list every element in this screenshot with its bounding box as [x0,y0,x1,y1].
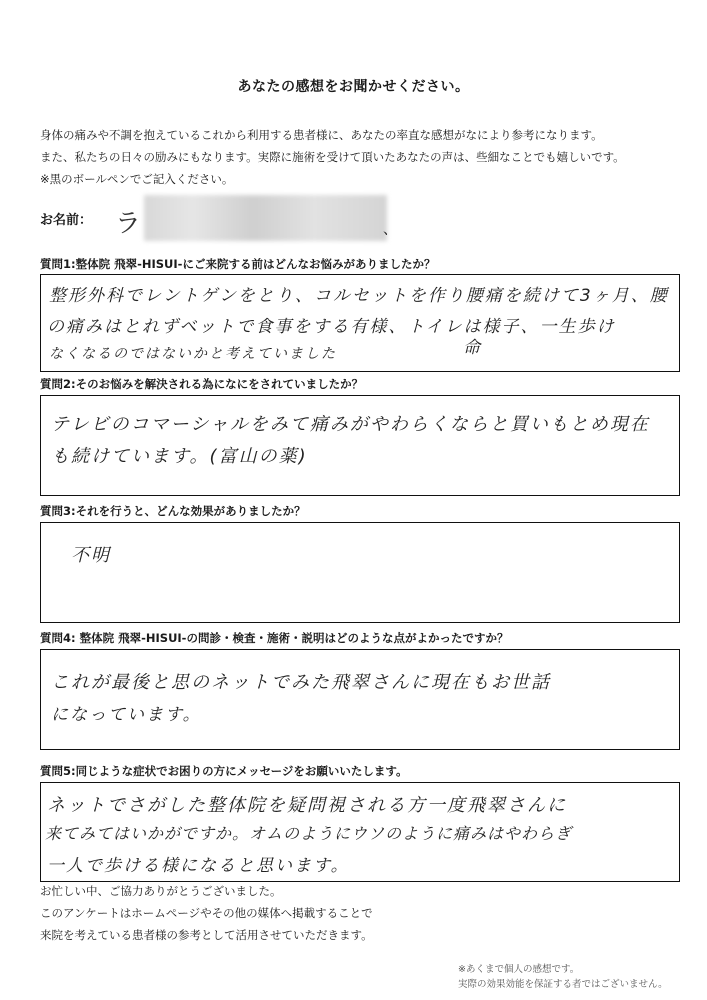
answer-line: 整形外科でレントゲンをとり、コルセットを作り腰痛を続けて3ヶ月、腰 [49,286,669,306]
footer-text [40,880,373,946]
intro-text [40,124,680,190]
question-4-label: 質問4: 整体院 飛翠-HISUI-の問診・検査・施術・説明はどのような点がよかったですか？ [40,631,509,645]
intro-line: また、私たちの日々の励みにもなります。実際に施術を受けて頂いたあなたの声は、些細なことでも嬉しいです。 [40,150,625,164]
name-label: お名前： [40,213,93,228]
answer-line: 不明 [71,545,111,566]
answer-line: の痛みはとれずベットで食事をする有様、トイレは様子、一生歩け [47,317,616,337]
name-handwritten-first-char: ラ [115,209,142,239]
disclaimer-note [458,962,668,992]
answer-line: 一人で歩ける様になると思います。 [47,856,350,876]
answer-line: テレビのコマーシャルをみて痛みがやわらくならと買いもとめ現在 [51,414,650,435]
footer-line: このアンケートはホームページやその他の媒体へ掲載することで [40,906,373,920]
disclaimer-line: 実際の効果効能を保証する者ではございません。 [458,979,668,990]
question-1-answer-box [40,274,680,372]
page-title: あなたの感想をお聞かせください。 [237,79,470,95]
question-5-answer-box [40,782,680,882]
answer-line: になっています。 [51,705,202,725]
question-2-answer-box [40,395,680,496]
answer-line: なくなるのではないかと考えていました [49,346,337,362]
intro-line: 身体の痛みや不調を抱えているこれから利用する患者様に、あなたの率直な感想がなにより参考になります。 [40,128,603,142]
question-3-answer-box [40,522,680,623]
name-redaction-blur [144,195,387,241]
answer-line: も続けています。(富山の薬) [51,446,308,467]
question-1-label: 質問1:整体院 飛翠-HISUI-にご来院する前はどんなお悩みがありましたか？ [40,257,436,271]
name-field [40,205,680,241]
answer-line: ネットでさがした整体院を疑問視される方一度飛翠さんに [47,795,567,816]
name-trailing-mark: 、 [383,222,397,238]
answer-line: これが最後と思のネットでみた飛翠さんに現在もお世話 [51,672,551,693]
question-3-label: 質問3:それを行うと、どんな効果がありましたか？ [40,504,306,518]
question-2-label: 質問2:そのお悩みを解決される為になにをされていましたか？ [40,377,364,391]
footer-line: お忙しい中、ご協力ありがとうございました。 [40,884,282,898]
question-4-answer-box [40,649,680,750]
disclaimer-line: ※あくまで個人の感想です。 [458,964,580,975]
question-5-label: 質問5:同じような症状でお困りの方にメッセージをお願いいたします。 [40,764,408,778]
answer-line: 来てみてはいかがですか。オムのようにウソのように痛みはやわらぎ [45,824,573,843]
footer-line: 来院を考えている患者様の参考として活用させていただきます。 [40,928,373,942]
intro-line: ※黒のボールペンでご記入ください。 [40,172,234,186]
answer-insertion-mark: 命 [463,338,482,358]
